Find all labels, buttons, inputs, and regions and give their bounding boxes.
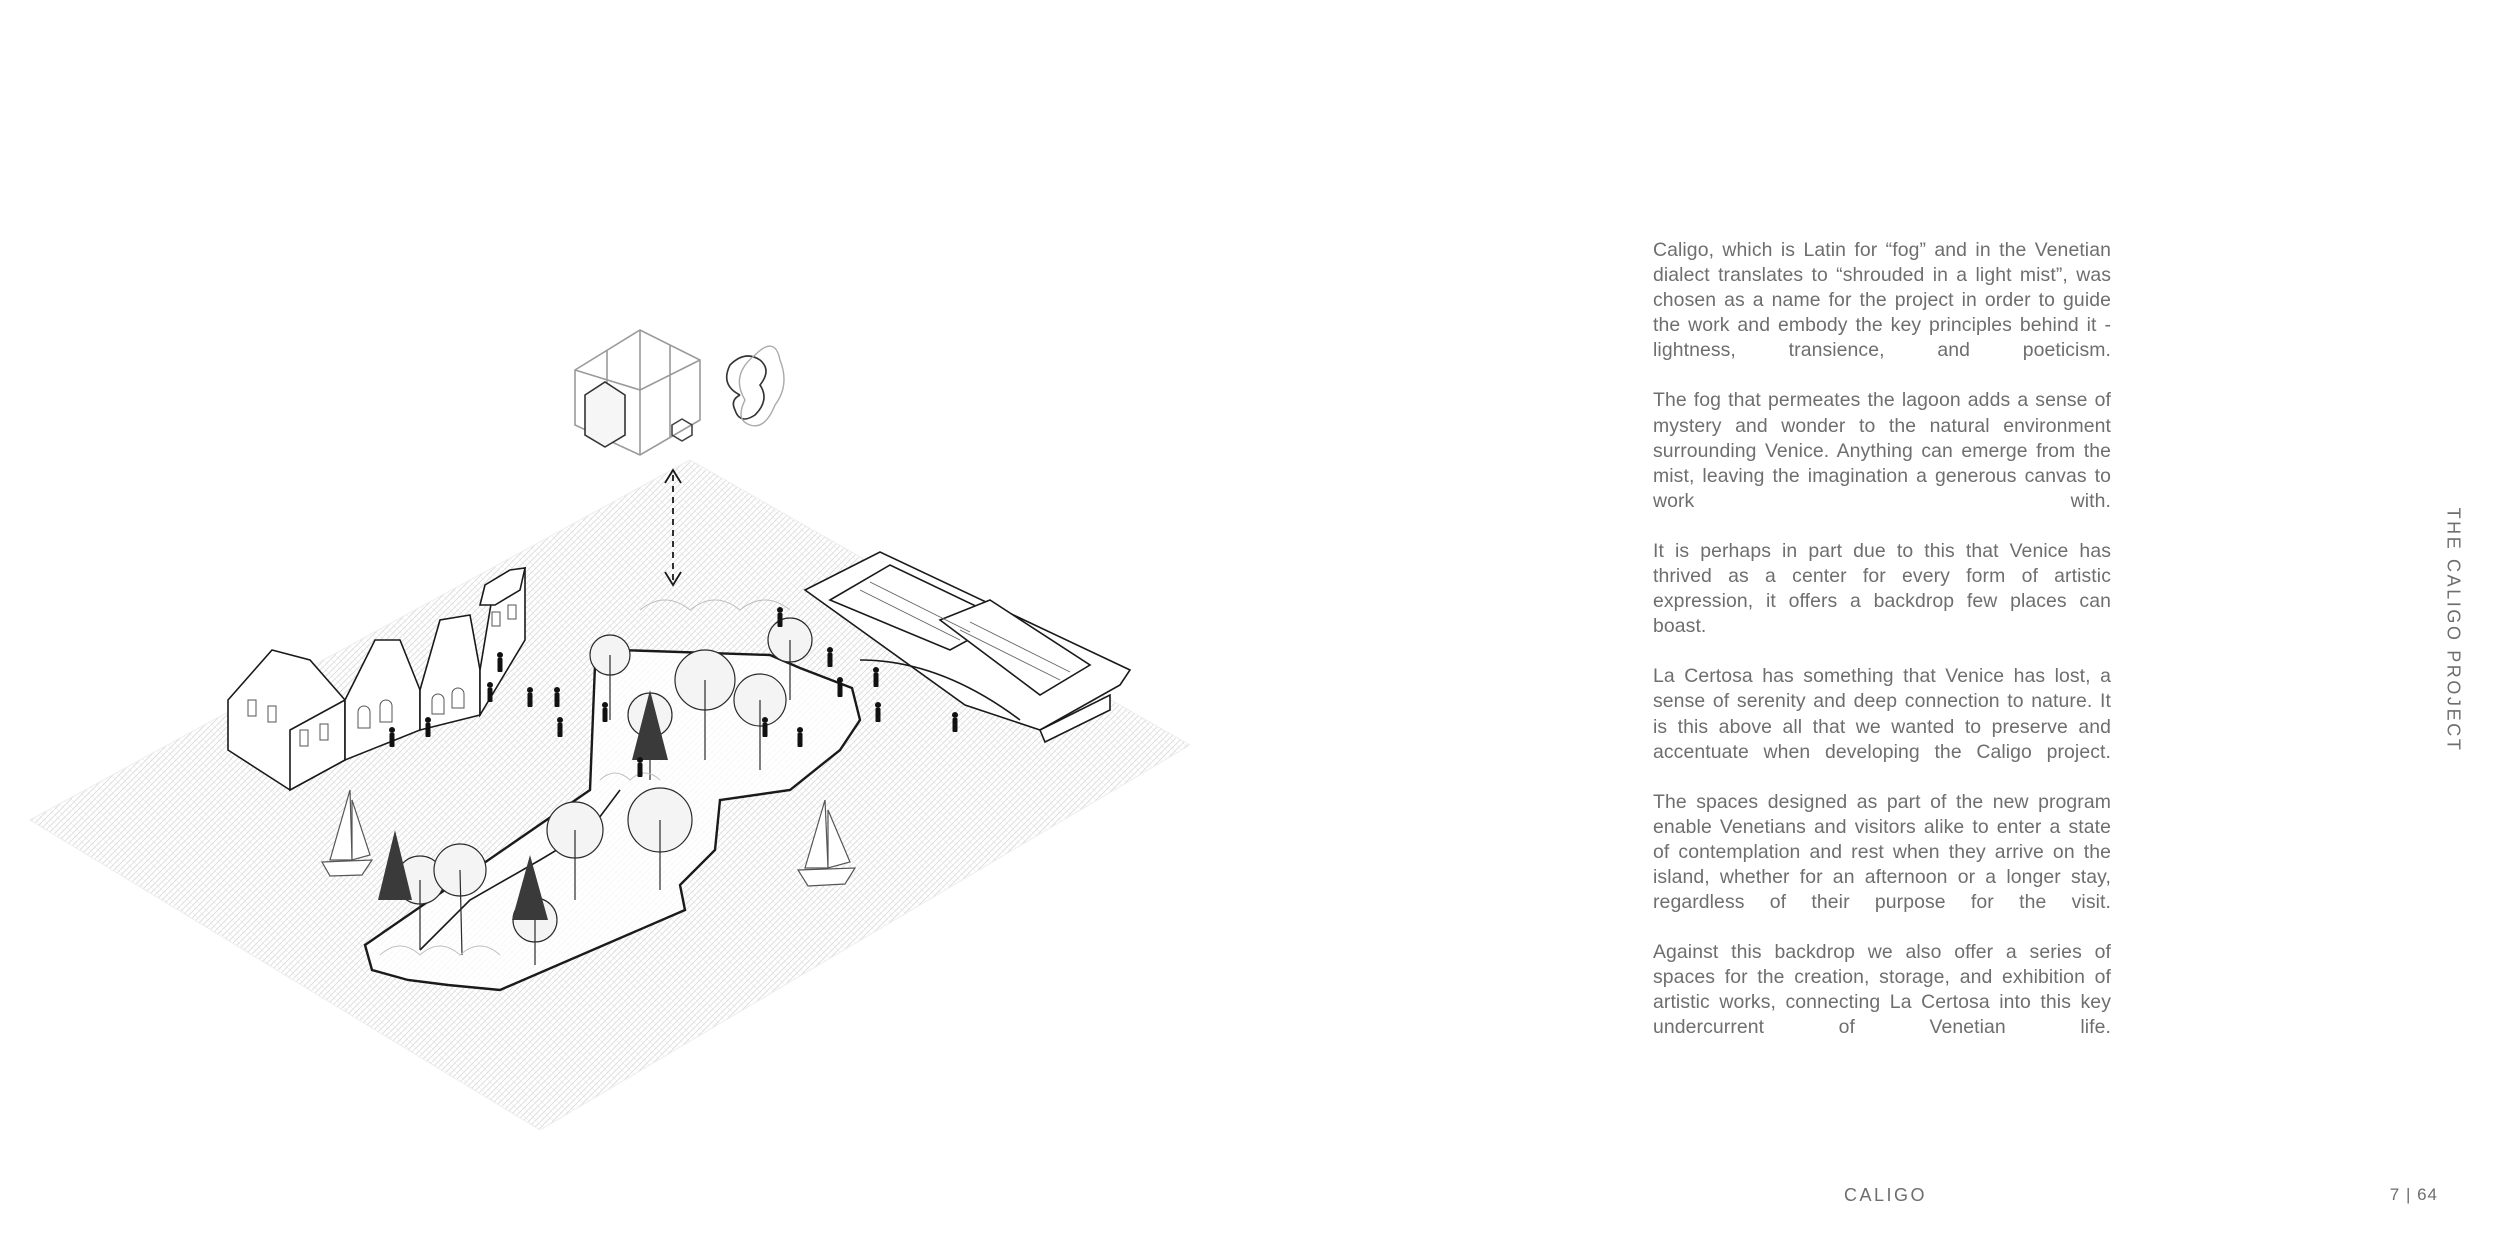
body-text [1653,238,2111,1066]
sculpture-figures [727,356,766,419]
paragraph-backdrop: Against this backdrop we also offer a series of spaces for the creation, storage, and exhibition of artistic works, connecting La Certosa into this key undercurrent of Venetian life. [1653,941,2111,1039]
footer-title: CALIGO [1844,1185,1928,1205]
paragraph-la-certosa: La Certosa has something that Venice has lost, a sense of serenity and deep connection to nature. It is this above all that we wanted to preserve and accentuate when developing the Caligo project. [1653,665,2111,763]
paragraph-fog: The fog that permeates the lagoon adds a sense of mystery and wonder to the natural environment surrounding Venice. Anything can emerge from the mist, leaving the imagination a generous canvas to work with. [1653,389,2111,512]
paragraph-venice-art: It is perhaps in part due to this that Venice has thrived as a center for every form of artistic expression, it offers a backdrop few places can boast. [1653,539,2111,638]
page-number: 7 | 64 [2389,1185,2438,1204]
side-title [2437,507,2469,753]
sculpture-outline [739,346,784,426]
side-title-text: THE CALIGO PROJECT [2443,507,2464,753]
paragraph-caligo-name: Caligo, which is Latin for “fog” and in the Venetian dialect translates to “shrouded in a light mist”, was chosen as a name for the project in order to guide the work and embody the key principles behind it - lightness, transience, and poeticism. [1653,239,2111,362]
paragraph-spaces: The spaces designed as part of the new program enable Venetians and visitors alike to enter a state of contemplation and rest when they arrive on the island, whether for an afternoon or a longer stay, regardless of their purpose for the visit. [1653,790,2111,914]
floating-pavilion [575,330,700,455]
